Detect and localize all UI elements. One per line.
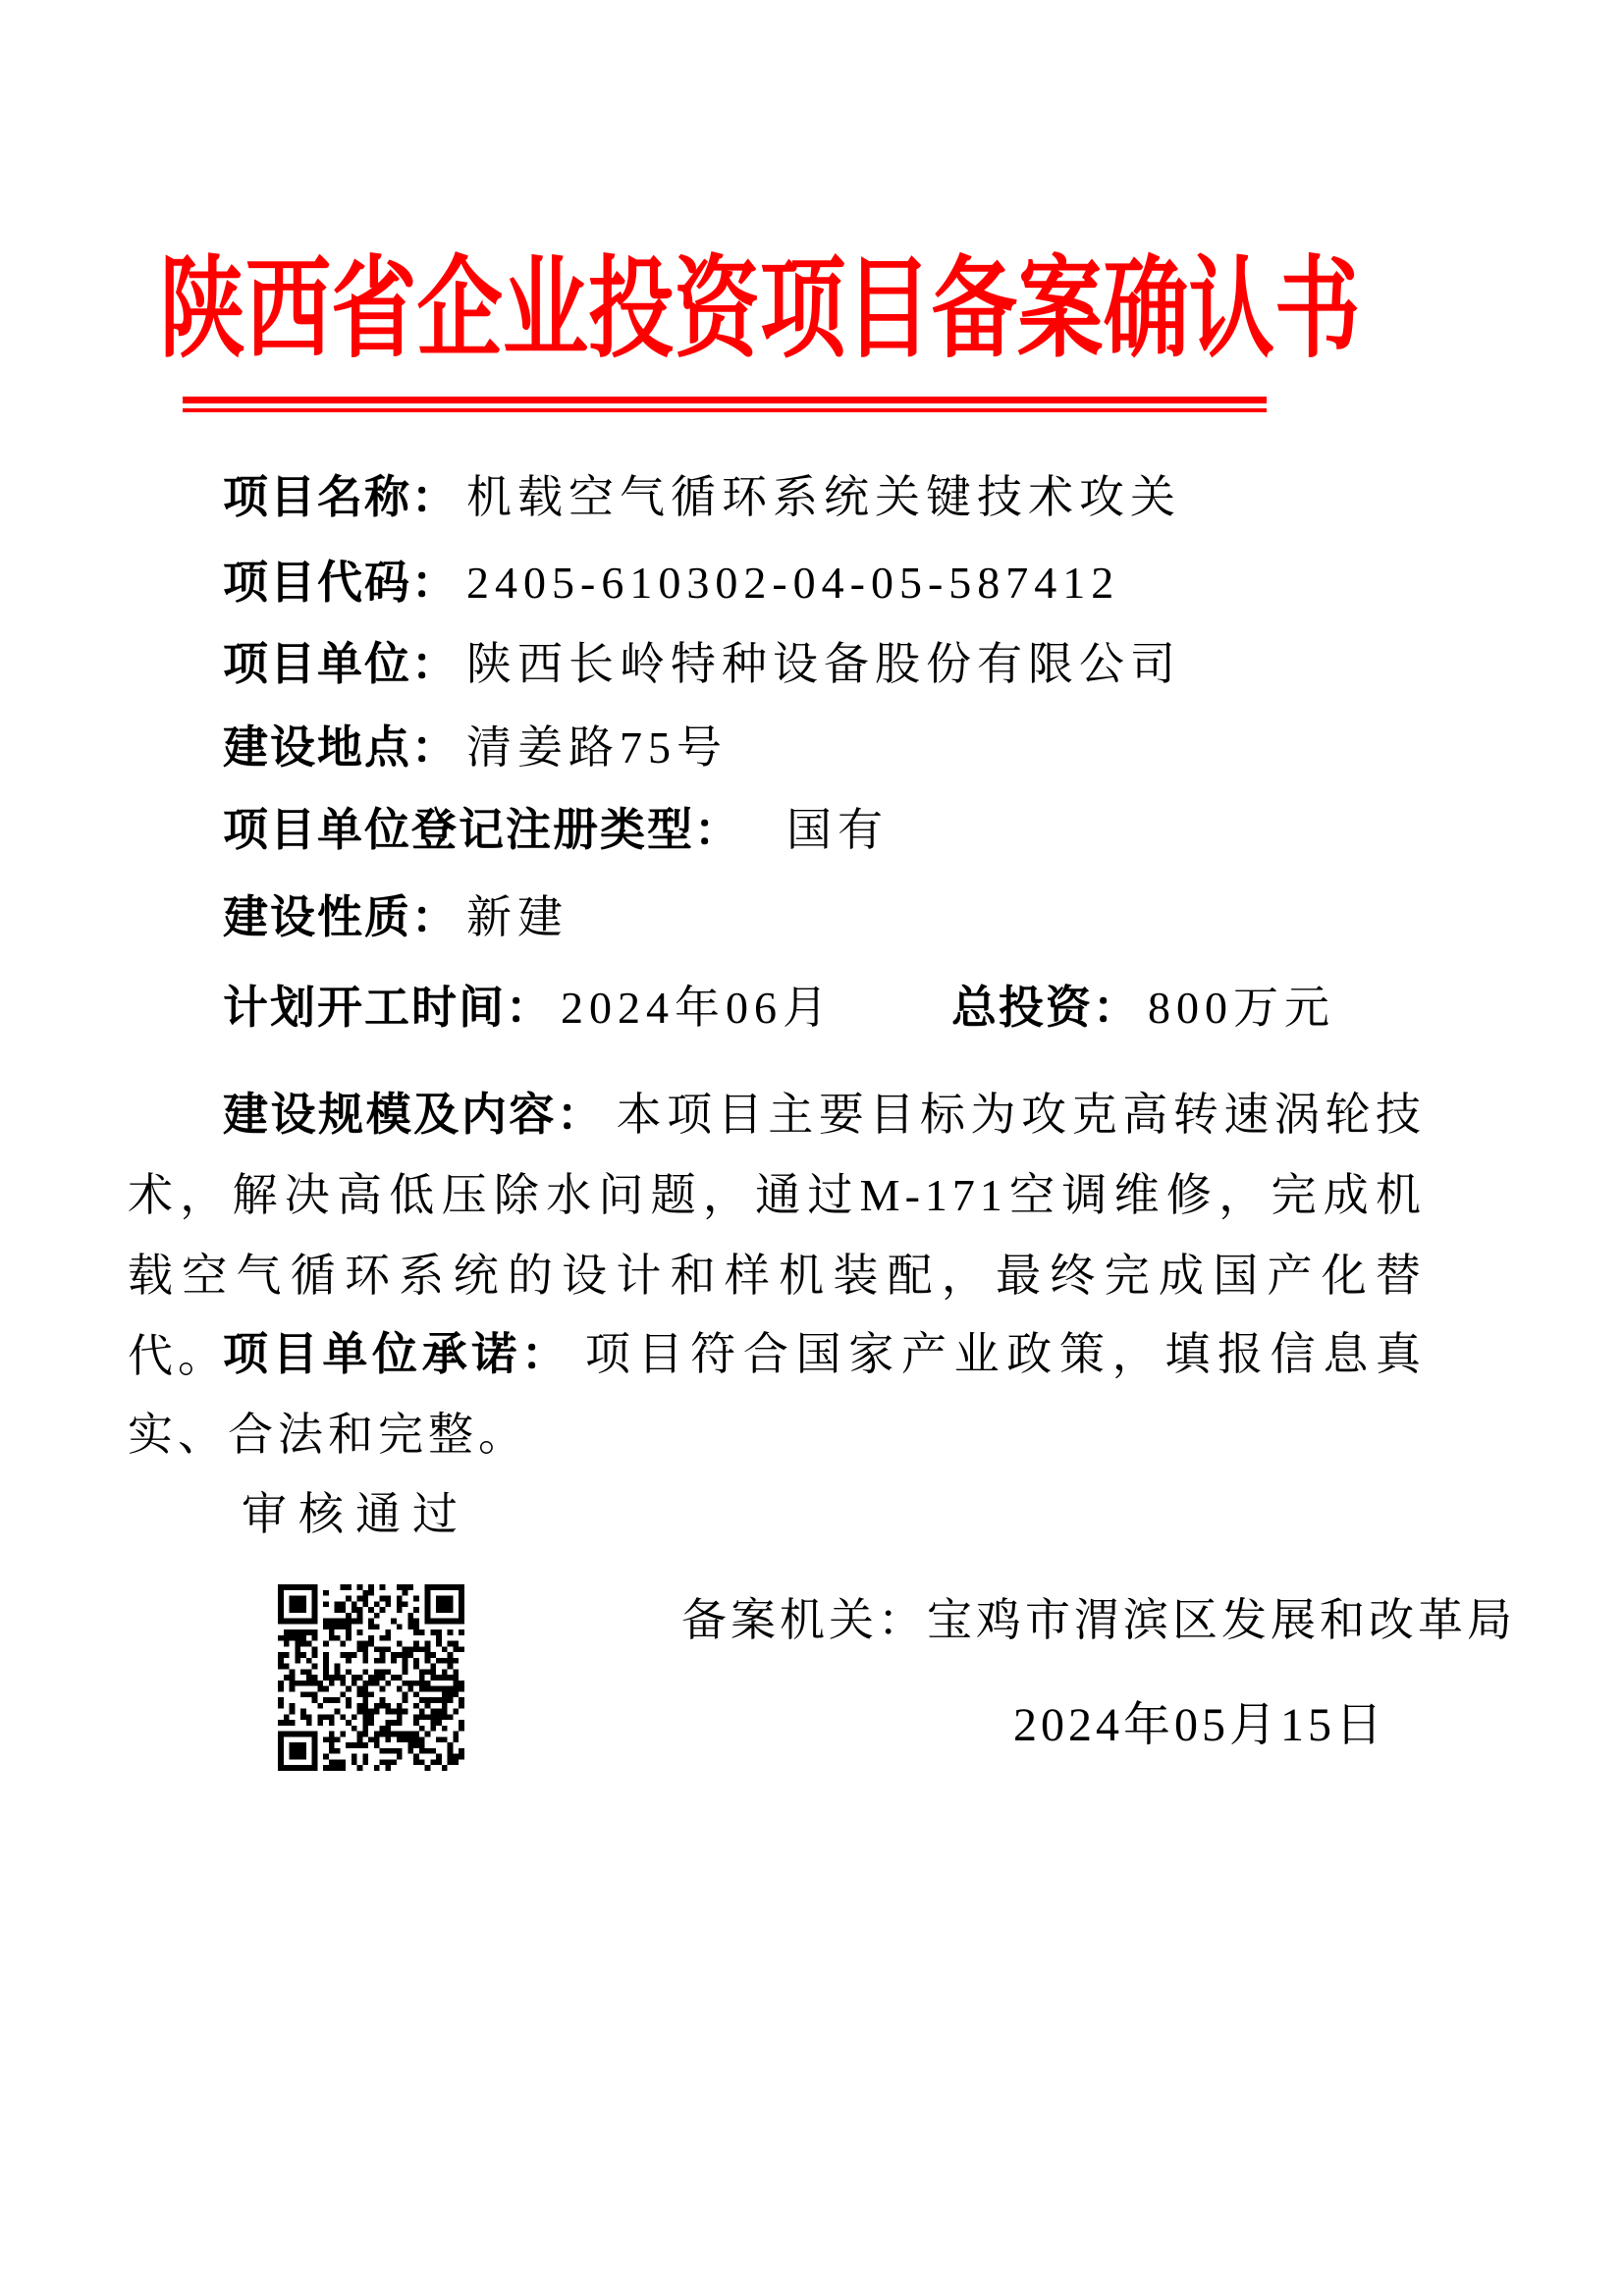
field-row-location bbox=[128, 712, 1434, 776]
field-label: 项目单位： bbox=[223, 638, 459, 689]
filing-authority-line bbox=[681, 1584, 1516, 1649]
filing-date: 2024年05月15日 bbox=[1013, 1699, 1387, 1751]
field-value-start-time: 2024年06月 bbox=[561, 983, 834, 1033]
field-value: 清姜路75号 bbox=[466, 722, 728, 773]
field-label-investment: 总投资： bbox=[951, 982, 1140, 1033]
field-label: 项目名称： bbox=[223, 471, 459, 522]
filing-authority-value: 宝鸡市渭滨区发展和改革局 bbox=[927, 1595, 1516, 1645]
field-value: 陕西长岭特种设备股份有限公司 bbox=[466, 639, 1181, 689]
field-label: 项目单位登记注册类型： bbox=[223, 804, 741, 855]
field-label: 建设地点： bbox=[223, 721, 459, 773]
field-row-schedule-investment bbox=[128, 972, 1434, 1037]
filing-authority-label: 备案机关： bbox=[681, 1595, 927, 1645]
field-row-project-name bbox=[128, 461, 1434, 526]
paragraph-value: 本项目主要目标为攻克高转速涡轮技术，解决高低压除水问题，通过M-171空调维修，完成机载空气循环系统的设计和样机装配，最终完成国产化替代。 bbox=[128, 1090, 1426, 1381]
paragraph-value: 项目符合国家产业政策，填报信息真实、合法和完整。 bbox=[128, 1329, 1427, 1460]
field-value-investment: 800万元 bbox=[1148, 983, 1335, 1033]
investment-group bbox=[951, 972, 1335, 1037]
field-row-project-code bbox=[128, 547, 1434, 612]
red-divider-thin bbox=[183, 408, 1267, 412]
page-title: 陕西省企业投资项目备案确认书 bbox=[159, 249, 1361, 371]
qr-code-icon bbox=[278, 1581, 464, 1774]
field-value: 2405-610302-04-05-587412 bbox=[466, 558, 1120, 608]
paragraph-label: 建设规模及内容： bbox=[223, 1089, 605, 1140]
field-label-start-time: 计划开工时间： bbox=[223, 982, 553, 1033]
field-value: 新建 bbox=[466, 892, 568, 942]
field-row-construction-nature bbox=[128, 881, 1434, 946]
paragraph-commitment bbox=[128, 1313, 1426, 1475]
field-label: 建设性质： bbox=[223, 891, 459, 942]
field-row-registration-type bbox=[128, 794, 1434, 859]
field-value: 机载空气循环系统关键技术攻关 bbox=[466, 472, 1181, 522]
review-status-text: 审核通过 bbox=[242, 1489, 469, 1539]
paragraph-label: 项目单位承诺： bbox=[223, 1328, 571, 1379]
red-divider-thick bbox=[183, 397, 1267, 403]
field-value: 国有 bbox=[786, 805, 889, 855]
field-row-project-unit bbox=[128, 628, 1434, 693]
field-label: 项目代码： bbox=[223, 557, 459, 608]
